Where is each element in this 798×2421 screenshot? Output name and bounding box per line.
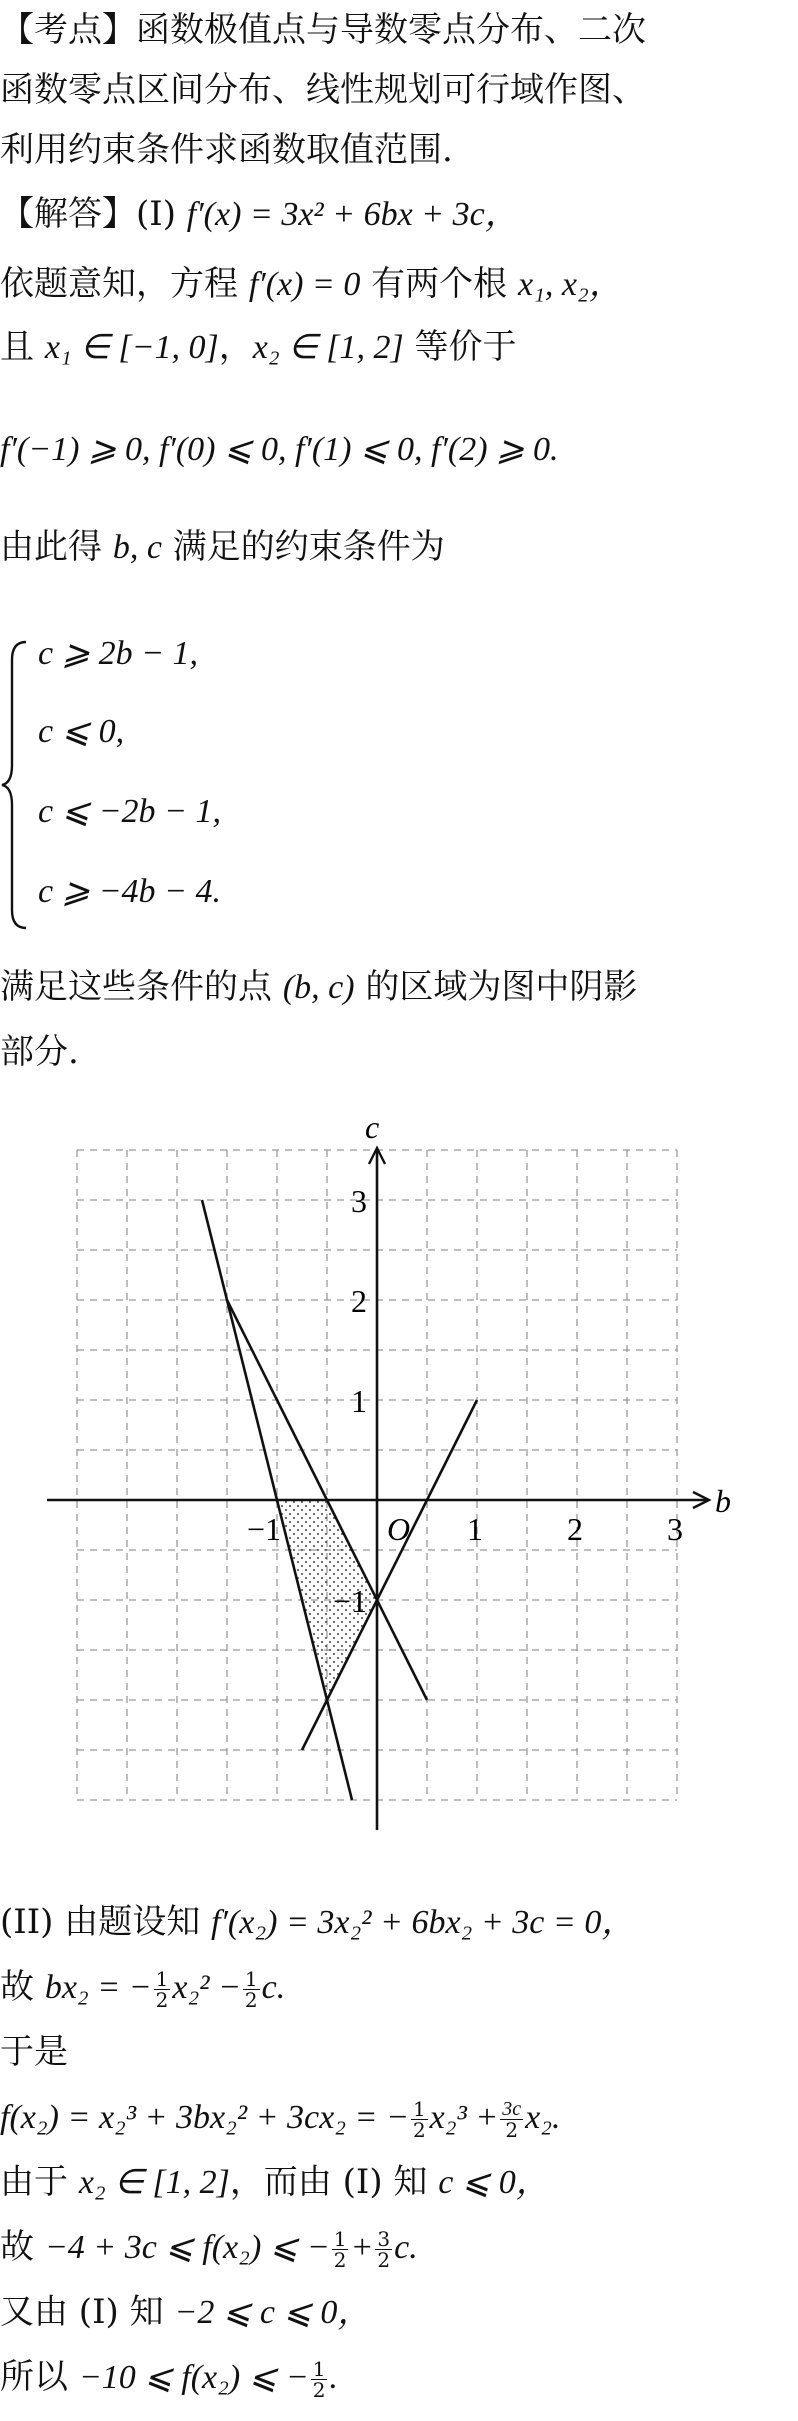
y-tick-label: 2 bbox=[351, 1283, 367, 1319]
keypoint-line-3: 利用约束条件求函数取值范围. bbox=[0, 130, 453, 170]
region-line-1: 满足这些条件的点 (b, c) 的区域为图中阴影 bbox=[0, 967, 638, 1007]
part2-line-7: 又由 (I) 知 −2 ⩽ c ⩽ 0， bbox=[0, 2292, 372, 2332]
solution-line-1: 【解答】(I) f′(x) = 3x² + 6bx + 3c， bbox=[0, 194, 519, 234]
y-tick-label: −1 bbox=[333, 1583, 368, 1619]
solution-line-2: 依题意知，方程 f′(x) = 0 有两个根 x₁, x₂， bbox=[0, 264, 623, 304]
system-brace bbox=[0, 640, 30, 930]
constraint-2: c ⩽ 0, bbox=[38, 713, 125, 750]
x-tick-label: 3 bbox=[667, 1511, 683, 1547]
constraint-intro: 由此得 b, c 满足的约束条件为 bbox=[0, 527, 445, 567]
part2-line-3: 于是 bbox=[0, 2032, 68, 2072]
x-tick-label: 2 bbox=[567, 1511, 583, 1547]
part2-line-6: 故 −4 + 3c ⩽ f(x₂) ⩽ − $\frac{1}{2}$ + $\frac{3}{2}$ c. bbox=[0, 2226, 418, 2272]
keypoint-line-1: 【考点】函数极值点与导数零点分布、二次 bbox=[0, 10, 646, 50]
keypoint-line-2: 函数零点区间分布、线性规划可行域作图、 bbox=[0, 70, 646, 110]
part2-line-8: 所以 −10 ⩽ f(x₂) ⩽ − $\frac{1}{2}$ . bbox=[0, 2356, 338, 2402]
y-tick-label: 3 bbox=[351, 1183, 367, 1219]
part2-line-5: 由于 x₂ ∈ [1, 2]，而由 (I) 知 c ⩽ 0， bbox=[0, 2162, 550, 2202]
origin-label: O bbox=[387, 1511, 411, 1547]
constraint-1: c ⩾ 2b − 1, bbox=[38, 635, 199, 672]
x-tick-label: −1 bbox=[247, 1511, 282, 1547]
part2-line-1: (II) 由题设知 f′(x₂) = 3x₂² + 6bx₂ + 3c = 0， bbox=[0, 1902, 636, 1942]
b-axis-label: b bbox=[715, 1483, 731, 1519]
part2-line-2: 故 bx₂ = − $\frac{1}{2}$ x₂² − $\frac{1}{2}$ c. bbox=[0, 1966, 286, 2012]
constraint-4: c ⩾ −4b − 4. bbox=[38, 873, 221, 910]
y-tick-label: 1 bbox=[351, 1383, 367, 1419]
x-tick-label: 1 bbox=[467, 1511, 483, 1547]
constraint-3: c ⩽ −2b − 1, bbox=[38, 793, 221, 830]
solution-line-3: 且 x₁ ∈ [−1, 0]，x₂ ∈ [1, 2] 等价于 bbox=[0, 327, 517, 367]
feasible-region-graph bbox=[40, 1120, 740, 1840]
c-axis-label: c bbox=[365, 1120, 380, 1145]
derivative-conditions: f′(−1) ⩾ 0, f′(0) ⩽ 0, f′(1) ⩽ 0, f′(2) ⩾ 0. bbox=[0, 431, 559, 468]
part2-line-4: f(x₂) = x₂³ + 3bx₂² + 3cx₂ = − $\frac{1}{2}$ x₂³ + $\frac{3c}{2}$ x₂. bbox=[0, 2096, 561, 2142]
region-line-2: 部分. bbox=[0, 1032, 79, 1072]
